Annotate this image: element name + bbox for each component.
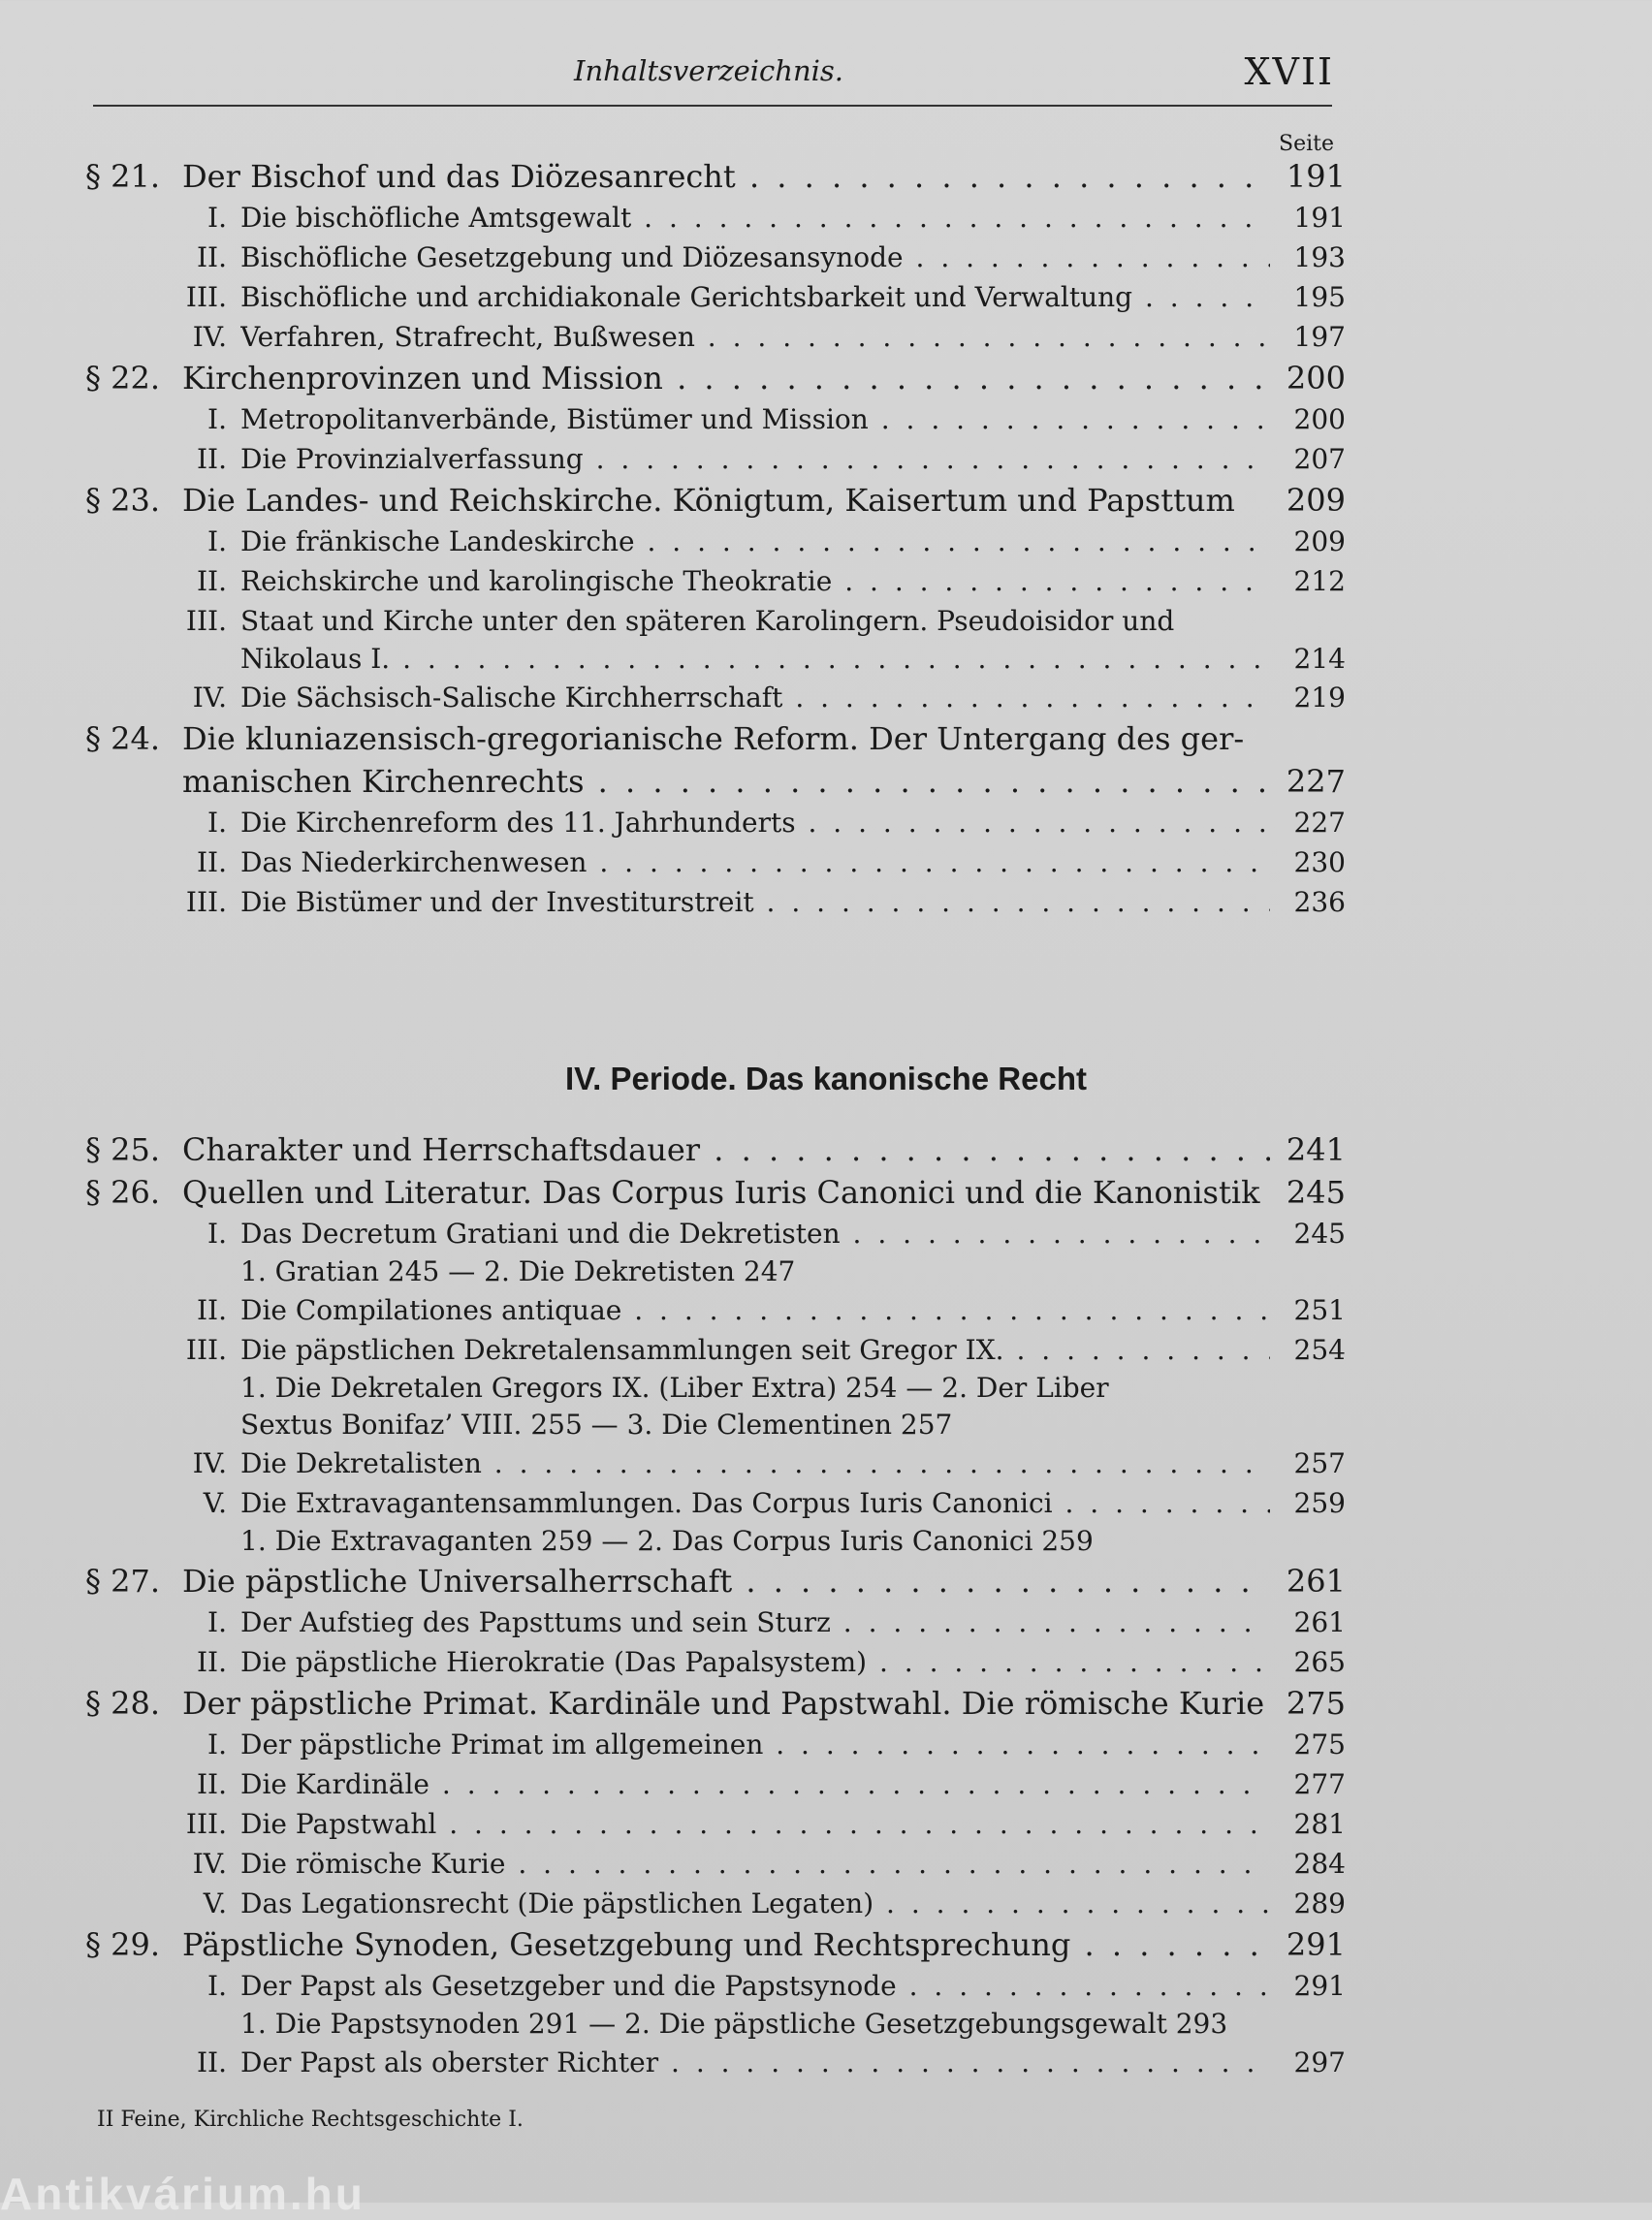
toc-entry: [85, 357, 1346, 399]
entry-title: 1. Die Papstsynoden 291 — 2. Die päpstliche Gesetzgebungsgewalt 293: [240, 2008, 1228, 2040]
toc-entry: [85, 1804, 1346, 1844]
page-ref: 261: [1293, 1606, 1346, 1638]
toc-entry: [85, 522, 1346, 561]
entry-title: Der Bischof und das Diözesanrecht . . .: [182, 155, 1270, 198]
page-ref: 281: [1293, 1808, 1346, 1840]
page-ref: 257: [1293, 1447, 1346, 1479]
entry-title: Charakter und Herrschaftsdauer . . .: [182, 1128, 1270, 1171]
entry-title: Die päpstliche Hierokratie (Das Papalsystem) . . .: [240, 1642, 1270, 1682]
toc-entry: [85, 760, 1346, 803]
toc-entry: [85, 1253, 1346, 1290]
page-ref: 245: [1286, 1174, 1346, 1211]
section-number: § 27.: [85, 1563, 161, 1600]
page-ref: 207: [1293, 443, 1346, 475]
page-ref: 261: [1286, 1563, 1346, 1600]
entry-title: Die Bistümer und der Investiturstreit . . .: [240, 882, 1270, 922]
entry-title: Staat und Kirche unter den späteren Karolingern. Pseudoisidor und: [240, 605, 1175, 637]
page-ref: 275: [1286, 1685, 1346, 1722]
toc-entry: [85, 1407, 1346, 1443]
entry-title: Sextus Bonifaz’ VIII. 255 — 3. Die Clementinen 257: [240, 1409, 953, 1441]
toc-entry: [85, 717, 1346, 760]
entry-title: Die päpstlichen Dekretalensammlungen seit Gregor IX. . . .: [240, 1330, 1270, 1370]
page-ref: 219: [1293, 682, 1346, 714]
toc-entry: [85, 1884, 1346, 1923]
subsection-number: IV.: [192, 1848, 227, 1880]
entry-title: Die Landes- und Reichskirche. Königtum, Kaisertum und Papsttum: [182, 482, 1235, 519]
entry-title: Verfahren, Strafrecht, Bußwesen . . .: [240, 317, 1270, 357]
subsection-number: II.: [196, 1768, 227, 1800]
subsection-number: IV.: [192, 682, 227, 714]
page-number: XVII: [1244, 50, 1334, 93]
page-ref: 191: [1293, 202, 1346, 234]
toc-entry: [85, 641, 1346, 678]
page-ref: 230: [1293, 846, 1346, 878]
entry-title: Die fränkische Landeskirche . . .: [240, 522, 1270, 561]
subsection-number: I.: [207, 525, 227, 557]
subsection-number: II.: [196, 443, 227, 475]
subsection-number: II.: [196, 1646, 227, 1678]
toc-entry: [85, 1764, 1346, 1804]
entry-title: Das Legationsrecht (Die päpstlichen Legaten) . . .: [240, 1884, 1270, 1923]
entry-title: Der Papst als Gesetzgeber und die Papstsynode . . .: [240, 1966, 1270, 2006]
toc-entry: [85, 155, 1346, 198]
toc-entry: [85, 1844, 1346, 1884]
subsection-number: II.: [196, 2046, 227, 2078]
entry-title: Die Provinzialverfassung . . .: [240, 439, 1270, 479]
toc-entry: [85, 803, 1346, 842]
period-heading: IV. Periode. Das kanonische Recht: [565, 1061, 1087, 1096]
subsection-number: III.: [185, 281, 227, 313]
toc-entry: [85, 198, 1346, 238]
toc-part-1: [85, 155, 1346, 922]
subsection-number: II.: [196, 565, 227, 597]
entry-title: Der Papst als oberster Richter . . .: [240, 2043, 1270, 2082]
page-ref: 259: [1293, 1487, 1346, 1519]
section-number: § 26.: [85, 1174, 161, 1211]
page-ref: 191: [1286, 158, 1346, 195]
running-title: Inhaltsverzeichnis.: [574, 54, 844, 87]
entry-title: Kirchenprovinzen und Mission . . .: [182, 357, 1270, 399]
page-ref: 284: [1293, 1848, 1346, 1880]
page-ref: 236: [1293, 886, 1346, 918]
page-ref: 241: [1286, 1131, 1346, 1168]
toc-part-2: [85, 1128, 1346, 2082]
toc-entry: [85, 1682, 1346, 1725]
page-ref: 245: [1293, 1218, 1346, 1250]
toc-entry: [85, 1330, 1346, 1370]
page-ref: 297: [1293, 2046, 1346, 2078]
entry-title: Die päpstliche Universalherrschaft . . .: [182, 1560, 1270, 1602]
toc-entry: [85, 479, 1346, 522]
toc-entry: [85, 1214, 1346, 1253]
page-ref: 197: [1293, 321, 1346, 353]
entry-title: Die Compilationes antiquae . . .: [240, 1290, 1270, 1330]
entry-title: Die Kardinäle . . .: [240, 1764, 1270, 1804]
toc-entry: [85, 399, 1346, 439]
page-ref: 254: [1293, 1334, 1346, 1366]
subsection-number: II.: [196, 846, 227, 878]
subsection-number: III.: [185, 1808, 227, 1840]
entry-title: Die kluniazensisch-gregorianische Reform. Der Untergang des ger-: [182, 720, 1245, 757]
page-ref: 251: [1293, 1294, 1346, 1326]
toc-entry: [85, 277, 1346, 317]
page-ref: 209: [1286, 482, 1346, 519]
page-ref: 289: [1293, 1887, 1346, 1919]
subsection-number: I.: [207, 807, 227, 839]
page-ref: 212: [1293, 565, 1346, 597]
page-ref: 291: [1286, 1926, 1346, 1963]
entry-title: Das Decretum Gratiani und die Dekretisten . . .: [240, 1214, 1270, 1253]
page-ref: 209: [1293, 525, 1346, 557]
toc-entry: [85, 2043, 1346, 2082]
toc-entry: [85, 1290, 1346, 1330]
subsection-number: I.: [207, 1606, 227, 1638]
toc-entry: [85, 1523, 1346, 1560]
subsection-number: III.: [185, 605, 227, 637]
subsection-number: I.: [207, 1970, 227, 2002]
running-header: [93, 50, 1334, 99]
toc-entry: [85, 1370, 1346, 1407]
toc-entry: [85, 1923, 1346, 1966]
entry-title: Der päpstliche Primat im allgemeinen . . .: [240, 1725, 1270, 1764]
entry-title: Die Kirchenreform des 11. Jahrhunderts . . .: [240, 803, 1270, 842]
section-number: § 22.: [85, 360, 161, 396]
subsection-number: III.: [185, 886, 227, 918]
toc-entry: [85, 238, 1346, 277]
toc-entry: [85, 1483, 1346, 1523]
subsection-number: V.: [203, 1887, 227, 1919]
entry-title: Der päpstliche Primat. Kardinäle und Papstwahl. Die römische Kurie: [182, 1685, 1265, 1722]
toc-entry: [85, 1642, 1346, 1682]
entry-title: Die Dekretalisten . . .: [240, 1443, 1270, 1483]
page-ref: 214: [1293, 643, 1346, 675]
entry-title: Reichskirche und karolingische Theokratie . . .: [240, 561, 1270, 601]
entry-title: Metropolitanverbände, Bistümer und Mission . . .: [240, 399, 1270, 439]
entry-title: Bischöfliche und archidiakonale Gerichtsbarkeit und Verwaltung . . .: [240, 277, 1270, 317]
footer-signature: II Feine, Kirchliche Rechtsgeschichte I.: [97, 2108, 524, 2132]
entry-title: Das Niederkirchenwesen . . .: [240, 842, 1270, 882]
subsection-number: II.: [196, 1294, 227, 1326]
section-number: § 28.: [85, 1685, 161, 1722]
section-number: § 23.: [85, 482, 161, 519]
section-number: § 29.: [85, 1926, 161, 1963]
toc-entry: [85, 1966, 1346, 2006]
entry-title: 1. Gratian 245 — 2. Die Dekretisten 247: [240, 1255, 796, 1287]
toc-entry: [85, 1171, 1346, 1214]
toc-entry: [85, 1443, 1346, 1483]
page-ref: 275: [1293, 1728, 1346, 1760]
subsection-number: II.: [196, 241, 227, 273]
section-number: § 25.: [85, 1131, 161, 1168]
entry-title: Die Extravagantensammlungen. Das Corpus Iuris Canonici . . .: [240, 1483, 1270, 1523]
watermark: Antikvárium.hu: [0, 2169, 365, 2219]
page-ref: 227: [1293, 807, 1346, 839]
subsection-number: I.: [207, 1218, 227, 1250]
section-number: § 24.: [85, 720, 161, 757]
toc-entry: [85, 842, 1346, 882]
section-number: § 21.: [85, 158, 161, 195]
entry-title: Nikolaus I. . . .: [240, 641, 1270, 678]
subsection-number: IV.: [192, 321, 227, 353]
toc-entry: [85, 678, 1346, 717]
entry-title: Bischöfliche Gesetzgebung und Diözesansynode . . .: [240, 238, 1270, 277]
subsection-number: I.: [207, 202, 227, 234]
toc-entry: [85, 1602, 1346, 1642]
subsection-number: I.: [207, 1728, 227, 1760]
page-ref: 200: [1286, 360, 1346, 396]
page-ref: 227: [1286, 763, 1346, 800]
toc-entry: [85, 1128, 1346, 1171]
toc-entry: [85, 882, 1346, 922]
page-ref: 200: [1293, 403, 1346, 435]
page-ref: 291: [1293, 1970, 1346, 2002]
entry-title: 1. Die Extravaganten 259 — 2. Das Corpus Iuris Canonici 259: [240, 1525, 1094, 1557]
page-ref: 195: [1293, 281, 1346, 313]
subsection-number: I.: [207, 403, 227, 435]
entry-title: Päpstliche Synoden, Gesetzgebung und Rechtsprechung . . .: [182, 1923, 1270, 1966]
page-ref: 277: [1293, 1768, 1346, 1800]
page-ref: 265: [1293, 1646, 1346, 1678]
page-ref: 193: [1293, 241, 1346, 273]
entry-title: manischen Kirchenrechts . . .: [182, 760, 1270, 803]
entry-title: Die Papstwahl . . .: [240, 1804, 1270, 1844]
toc-entry: [85, 1725, 1346, 1764]
entry-title: 1. Die Dekretalen Gregors IX. (Liber Extra) 254 — 2. Der Liber: [240, 1372, 1109, 1404]
subsection-number: III.: [185, 1334, 227, 1366]
seite-label: Seite: [1279, 132, 1334, 156]
header-rule: [93, 105, 1332, 107]
subsection-number: V.: [203, 1487, 227, 1519]
toc-entry: [85, 601, 1346, 641]
subsection-number: IV.: [192, 1447, 227, 1479]
toc-entry: [85, 439, 1346, 479]
toc-entry: [85, 2006, 1346, 2043]
entry-title: Die römische Kurie . . .: [240, 1844, 1270, 1884]
entry-title: Die Sächsisch-Salische Kirchherrschaft . . .: [240, 678, 1270, 717]
toc-entry: [85, 317, 1346, 357]
entry-title: Der Aufstieg des Papsttums und sein Sturz . . .: [240, 1602, 1270, 1642]
toc-entry: [85, 561, 1346, 601]
entry-title: Die bischöfliche Amtsgewalt . . .: [240, 198, 1270, 238]
toc-entry: [85, 1560, 1346, 1602]
entry-title: Quellen und Literatur. Das Corpus Iuris Canonici und die Kanonistik: [182, 1174, 1260, 1211]
